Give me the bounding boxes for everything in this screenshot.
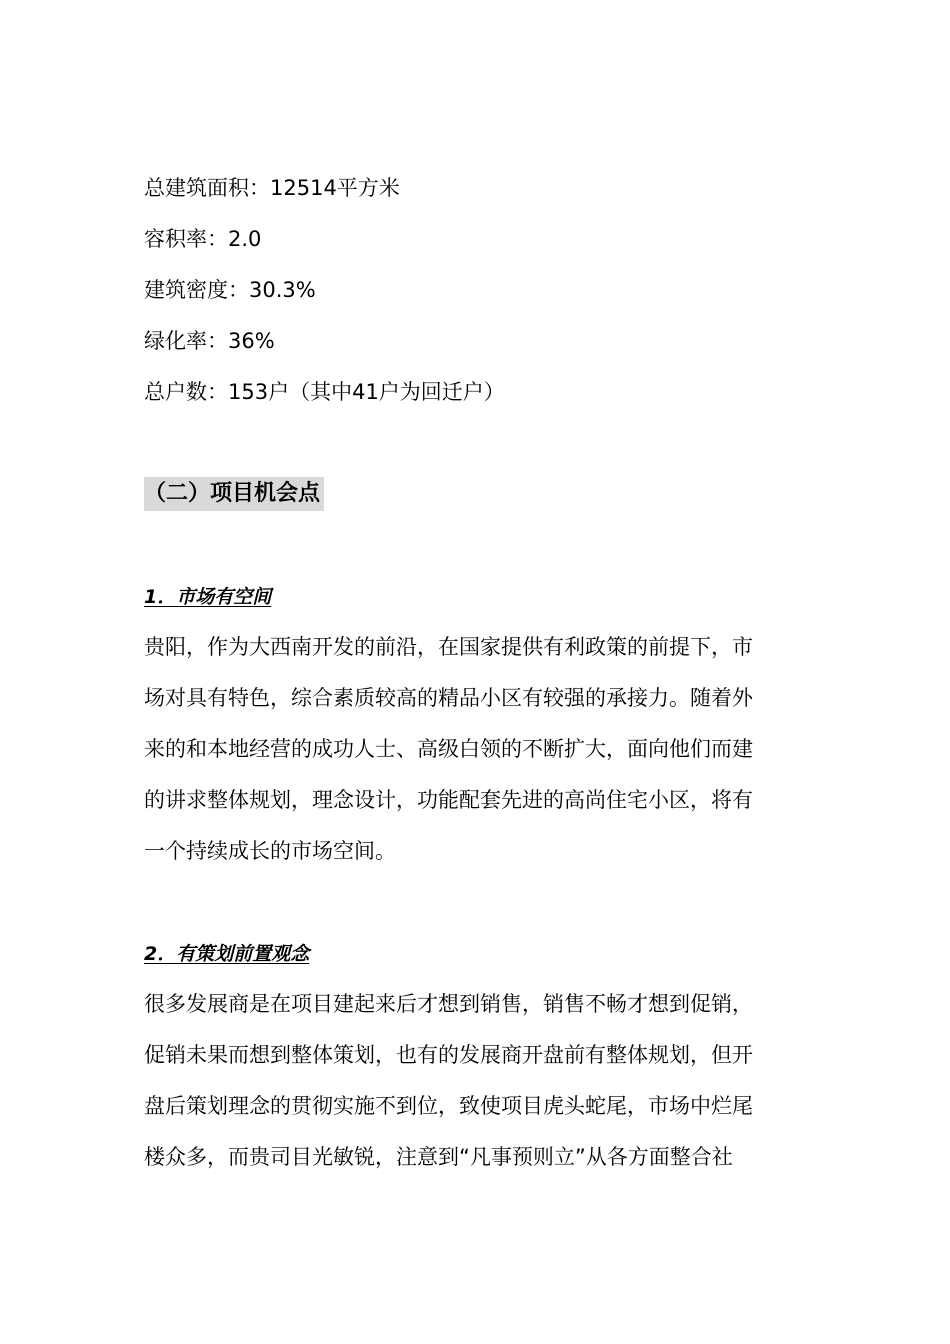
stat-greening-rate: 绿化率：36% — [144, 329, 275, 353]
stat-building-density: 建筑密度：30.3% — [144, 278, 316, 302]
paragraph-line: 楼众多，而贵司目光敏锐，注意到“凡事预则立”从各方面整合社 — [144, 1145, 733, 1169]
point-heading-market-space: 1．市场有空间 — [144, 586, 272, 608]
section-heading: （二）项目机会点 — [144, 477, 324, 511]
paragraph-line: 的讲求整体规划，理念设计，功能配套先进的高尚住宅小区，将有 — [144, 788, 753, 812]
stat-total-floor-area: 总建筑面积：12514平方米 — [144, 176, 400, 200]
paragraph-line: 促销未果而想到整体策划，也有的发展商开盘前有整体规划，但开 — [144, 1043, 753, 1067]
point-paragraph-planning-concept — [144, 979, 806, 1183]
stat-total-households: 总户数：153户（其中41户为回迁户） — [144, 380, 505, 404]
point-paragraph-market-space — [144, 622, 806, 877]
paragraph-line: 盘后策划理念的贯彻实施不到位，致使项目虎头蛇尾，市场中烂尾 — [144, 1094, 753, 1118]
paragraph-line: 一个持续成长的市场空间。 — [144, 839, 396, 863]
paragraph-line: 很多发展商是在项目建起来后才想到销售，销售不畅才想到促销， — [144, 992, 753, 1016]
paragraph-line: 来的和本地经营的成功人士、高级白领的不断扩大，面向他们而建 — [144, 737, 753, 761]
paragraph-line: 场对具有特色，综合素质较高的精品小区有较强的承接力。随着外 — [144, 686, 753, 710]
paragraph-line: 贵阳，作为大西南开发的前沿，在国家提供有利政策的前提下，市 — [144, 635, 753, 659]
stat-plot-ratio: 容积率：2.0 — [144, 227, 262, 251]
point-heading-planning-concept: 2．有策划前置观念 — [144, 943, 310, 965]
